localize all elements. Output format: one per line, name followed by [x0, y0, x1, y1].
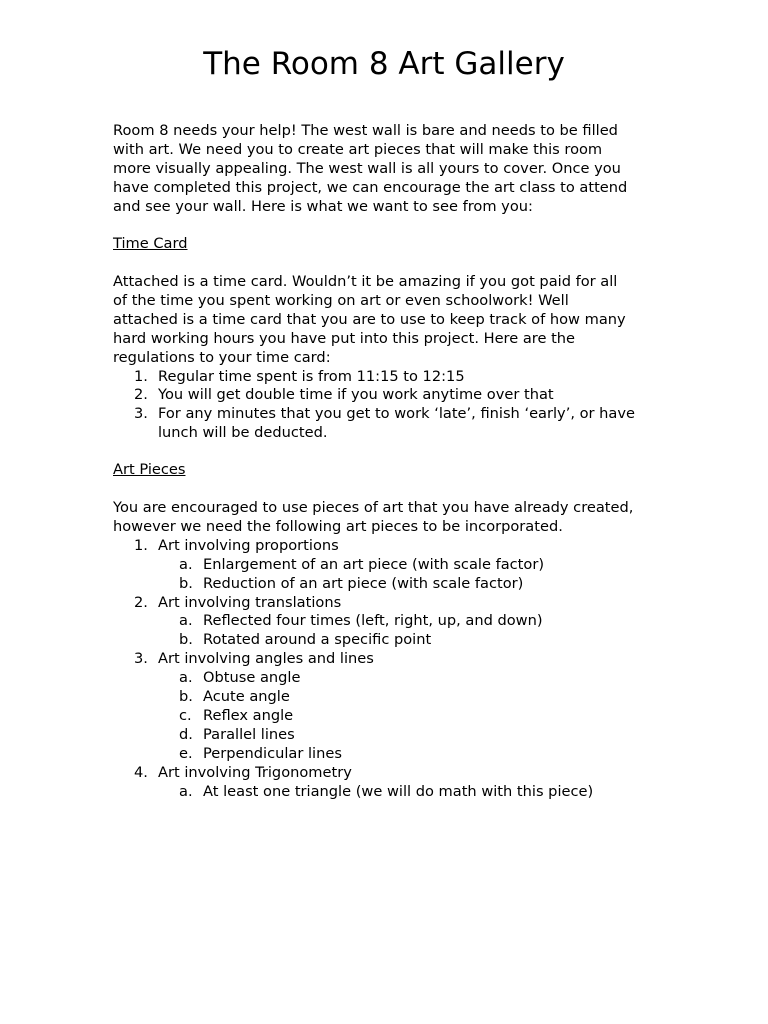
- time-card-heading: Time Card: [113, 235, 188, 252]
- time-card-line: of the time you spent working on art or even schoolwork! Well: [113, 291, 569, 309]
- list-subitem: [113, 575, 673, 594]
- list-subitem: [113, 612, 673, 631]
- list-number: 2.: [134, 593, 148, 611]
- list-subitem-text: Reflected four times (left, right, up, and down): [203, 612, 543, 630]
- list-number: 3.: [134, 405, 148, 423]
- list-subitem: [113, 688, 673, 707]
- list-number: 4.: [134, 763, 148, 781]
- list-item-text: Art involving angles and lines: [158, 650, 374, 668]
- list-letter: d.: [179, 725, 193, 743]
- list-subitem-text: Parallel lines: [203, 725, 295, 743]
- list-letter: c.: [179, 706, 192, 724]
- list-number: 1.: [134, 367, 148, 385]
- list-item: [113, 764, 673, 783]
- list-item-text: Regular time spent is from 11:15 to 12:15: [158, 367, 465, 385]
- art-pieces-list: [113, 537, 673, 802]
- list-subitem: [113, 631, 673, 650]
- list-letter: a.: [179, 612, 193, 630]
- list-subitem: [113, 556, 673, 575]
- art-pieces-line: You are encouraged to use pieces of art that you have already created,: [113, 499, 634, 516]
- time-card-line: attached is a time card that you are to use to keep track of how many: [113, 310, 626, 328]
- list-item-text: lunch will be deducted.: [158, 424, 328, 442]
- list-number: 1.: [134, 536, 148, 554]
- intro-line: have completed this project, we can encourage the art class to attend: [113, 178, 628, 196]
- list-subitem-text: At least one triangle (we will do math with this piece): [203, 782, 594, 800]
- list-item: [113, 537, 673, 556]
- list-subitem-text: Obtuse angle: [203, 669, 301, 687]
- page-title: The Room 8 Art Gallery: [203, 46, 565, 82]
- list-subitem: [113, 745, 673, 764]
- list-subitem-text: Acute angle: [203, 688, 290, 706]
- art-pieces-heading: Art Pieces: [113, 461, 186, 478]
- list-subitem-text: Enlargement of an art piece (with scale factor): [203, 555, 545, 573]
- art-pieces-line: however we need the following art pieces to be incorporated.: [113, 517, 563, 535]
- time-card-section: [113, 235, 673, 254]
- list-item-text: For any minutes that you get to work ‘late’, finish ‘early’, or have: [158, 405, 635, 423]
- list-subitem-text: Rotated around a specific point: [203, 631, 432, 649]
- list-subitem-text: Reduction of an art piece (with scale factor): [203, 574, 524, 592]
- intro-line: Room 8 needs your help! The west wall is bare and needs to be filled: [113, 122, 618, 139]
- list-subitem: [113, 726, 673, 745]
- time-card-line: regulations to your time card:: [113, 348, 331, 366]
- list-item: [113, 386, 673, 405]
- list-number: 2.: [134, 386, 148, 404]
- list-subitem: [113, 783, 673, 802]
- list-letter: a.: [179, 555, 193, 573]
- intro-line: more visually appealing. The west wall is all yours to cover. Once you: [113, 159, 621, 177]
- time-card-line: hard working hours you have put into this project. Here are the: [113, 329, 576, 347]
- list-item-text: You will get double time if you work anytime over that: [158, 386, 554, 404]
- list-item-text: Art involving translations: [158, 593, 342, 611]
- intro-line: with art. We need you to create art pieces that will make this room: [113, 140, 603, 158]
- list-letter: e.: [179, 744, 193, 762]
- list-letter: b.: [179, 688, 193, 706]
- art-pieces-section: [113, 461, 673, 480]
- intro-paragraph: [113, 122, 673, 217]
- list-subitem-text: Perpendicular lines: [203, 744, 342, 762]
- list-letter: b.: [179, 574, 193, 592]
- list-item-text: Art involving Trigonometry: [158, 763, 352, 781]
- list-letter: a.: [179, 669, 193, 687]
- list-letter: a.: [179, 782, 193, 800]
- time-card-rules: [113, 368, 673, 444]
- list-letter: b.: [179, 631, 193, 649]
- time-card-body: [113, 273, 673, 443]
- list-subitem: [113, 669, 673, 688]
- list-number: 3.: [134, 650, 148, 668]
- time-card-line: Attached is a time card. Wouldn’t it be amazing if you got paid for all: [113, 273, 618, 290]
- list-subitem: [113, 707, 673, 726]
- list-item: [113, 594, 673, 613]
- list-item: [113, 650, 673, 669]
- intro-line: and see your wall. Here is what we want to see from you:: [113, 197, 533, 215]
- list-subitem-text: Reflex angle: [203, 706, 294, 724]
- list-item: [113, 368, 673, 387]
- list-item-text: Art involving proportions: [158, 536, 339, 554]
- art-pieces-body: [113, 499, 673, 802]
- list-item: [113, 405, 673, 443]
